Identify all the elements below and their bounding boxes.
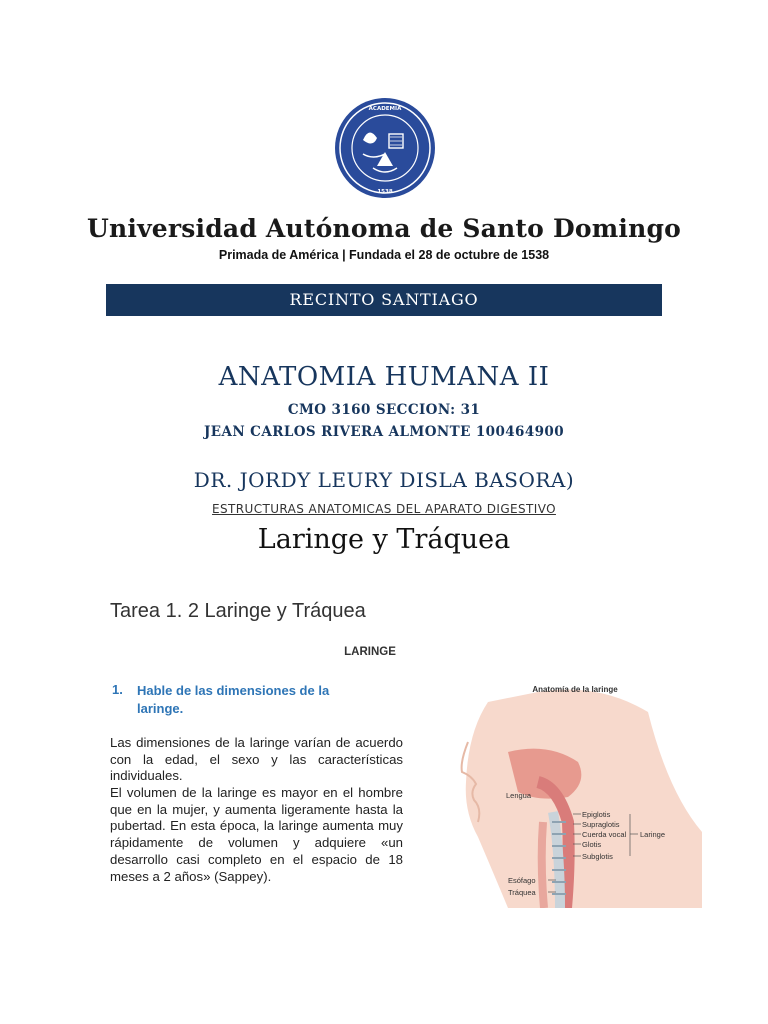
university-name: Universidad Autónoma de Santo Domingo <box>87 214 681 243</box>
label-traquea: Tráquea <box>508 888 536 897</box>
campus-banner: RECINTO SANTIAGO <box>106 284 662 316</box>
larynx-anatomy-figure <box>448 672 702 908</box>
label-supraglotis: Supraglotis <box>582 820 620 829</box>
university-subtitle: Primada de América | Fundada el 28 de octubre de 1538 <box>218 248 550 262</box>
label-cuerda-vocal: Cuerda vocal <box>582 830 627 839</box>
label-laringe: Laringe <box>640 830 666 839</box>
document-title: Laringe y Tráquea <box>257 524 511 555</box>
course-code: CMO 3160 SECCION: 31 <box>287 402 481 418</box>
label-lengua: Lengua <box>506 791 532 800</box>
university-seal-logo <box>333 96 437 200</box>
label-subglotis: Subglotis <box>582 852 613 861</box>
student-name: JEAN CARLOS RIVERA ALMONTE 100464900 <box>203 424 564 440</box>
svg-text:ACADEMIA: ACADEMIA <box>368 106 402 112</box>
task-heading: Tarea 1. 2 Laringe y Tráquea <box>110 600 366 622</box>
label-epiglotis: Epiglotis <box>582 810 611 819</box>
figure-title: Anatomía de la laringe <box>532 685 618 694</box>
svg-text:1538: 1538 <box>377 189 393 195</box>
professor-name: DR. JORDY LEURY DISLA BASORA) <box>193 468 575 492</box>
question-text: Hable de las dimensiones de la laringe. <box>137 683 330 716</box>
label-esofago: Esófago <box>508 876 536 885</box>
course-title: ANATOMIA HUMANA II <box>218 362 550 392</box>
label-glotis: Glotis <box>582 840 602 849</box>
topic-subtitle: ESTRUCTURAS ANATOMICAS DEL APARATO DIGESTIVO <box>212 502 556 516</box>
paragraph-2: El volumen de la laringe es mayor en el hombre que en la mujer, y aumenta ligeramente hasta la pubertad. En esta época, la laringe aumenta muy rápidamente de volumen y adquiere «un desarrollo casi completo en el espacio de 18 meses a 2 años» (Sappey). <box>110 785 403 884</box>
question-number: 1. <box>112 682 123 697</box>
paragraph-1: Las dimensiones de la laringe varían de acuerdo con la edad, el sexo y las características individuales. <box>110 735 403 784</box>
section-heading: LARINGE <box>344 646 396 658</box>
